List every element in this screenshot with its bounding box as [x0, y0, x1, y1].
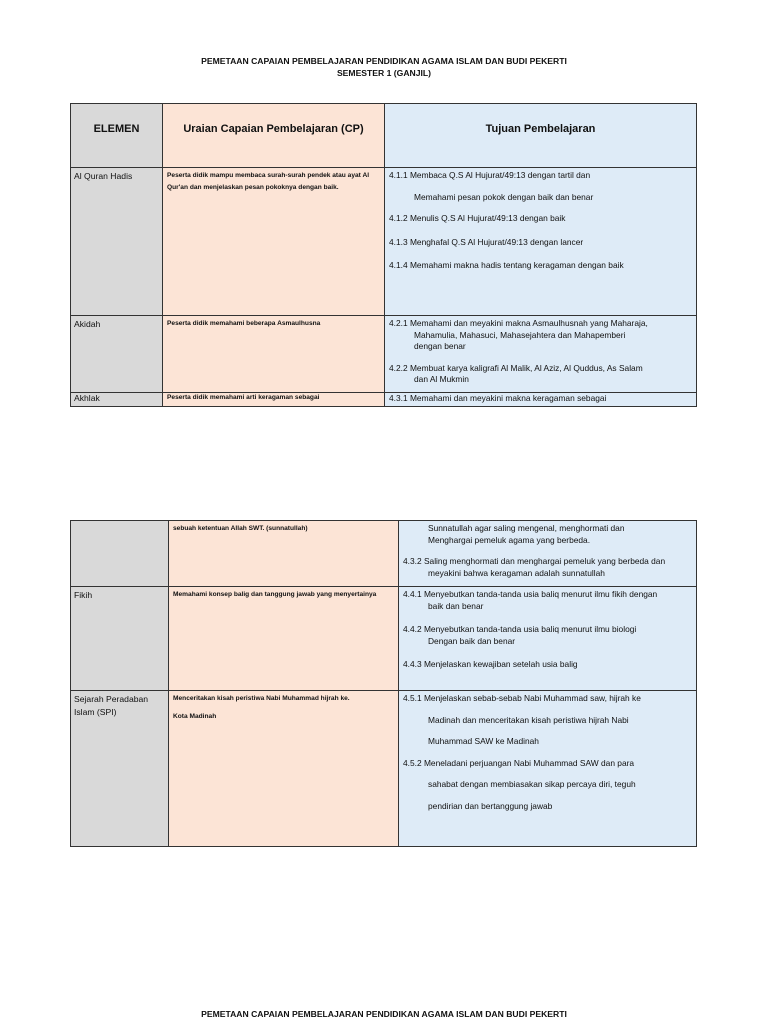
tp-item: dan Al Mukmin	[414, 374, 469, 384]
tp-item: 4.2.1 Memahami dan meyakini makna Asmaulhusnah yang Maharaja,	[389, 318, 648, 328]
cp-cell	[169, 691, 399, 847]
tp-item: pendirian dan bertanggung jawab	[428, 800, 553, 811]
cp-cell: Peserta didik memahami beberapa Asmaulhusna	[163, 316, 385, 393]
mapping-table-2	[70, 520, 697, 847]
tp-item: 4.1.1 Membaca Q.S Al Hujurat/49:13 dengan tartil dan	[389, 170, 591, 180]
tp-cell	[399, 521, 697, 587]
tp-item: 4.4.2 Menyebutkan tanda-tanda usia baliq menurut ilmu biologi	[403, 624, 637, 634]
elemen-cell: Fikih	[71, 587, 169, 691]
table-row-quran	[71, 168, 697, 316]
header-tp: Tujuan Pembelajaran	[385, 104, 697, 168]
next-page-title	[0, 1008, 768, 1020]
tp-item: Dengan baik dan benar	[428, 635, 516, 646]
tp-cell	[385, 393, 697, 407]
cp-line: Kota Madinah	[173, 713, 217, 720]
tp-item: 4.1.3 Menghafal Q.S Al Hujurat/49:13 dengan lancer	[389, 236, 584, 247]
cp-line: Menceritakan kisah peristiwa Nabi Muhammad hijrah ke.	[173, 695, 350, 702]
cp-cell: Peserta didik memahami arti keragaman sebagai	[163, 393, 385, 407]
tp-item: 4.2.2 Membuat karya kaligrafi Al Malik, Al Aziz, Al Quddus, As Salam	[389, 362, 643, 373]
table-row-akidah	[71, 316, 697, 393]
cp-cell: Memahami konsep balig dan tanggung jawab yang menyertainya	[169, 587, 399, 691]
header-cp: Uraian Capaian Pembelajaran (CP)	[163, 104, 385, 168]
tp-item: Memahami pesan pokok dengan baik dan benar	[414, 191, 594, 202]
tp-item: Muhammad SAW ke Madinah	[428, 736, 539, 746]
tp-item: 4.3.2 Saling menghormati dan menghargai pemeluk yang berbeda dan	[403, 556, 666, 566]
header-elemen: ELEMEN	[71, 104, 163, 168]
table-row-spi	[71, 691, 697, 847]
table-row-akhlak-continued	[71, 521, 697, 587]
tp-item: 4.4.1 Menyebutkan tanda-tanda usia baliq menurut ilmu fikih dengan	[403, 589, 658, 599]
tp-item: baik dan benar	[428, 600, 484, 611]
tp-item: Madinah dan menceritakan kisah peristiwa hijrah Nabi	[428, 714, 629, 725]
elemen-cell: Sejarah Peradaban Islam (SPI)	[71, 691, 169, 847]
tp-cell	[399, 691, 697, 847]
tp-item: meyakini bahwa keragaman adalah sunnatullah	[428, 567, 605, 578]
tp-item: dengan benar	[414, 341, 466, 351]
title-line-2: SEMESTER 1 (GANJIL)	[336, 68, 432, 78]
cp-cell: sebuah ketentuan Allah SWT. (sunnatullah)	[169, 521, 399, 587]
tp-item: Menghargai pemeluk agama yang berbeda.	[428, 534, 591, 545]
tp-cell	[399, 587, 697, 691]
page-title	[0, 55, 768, 79]
table-row-fikih	[71, 587, 697, 691]
tp-item: 4.1.2 Menulis Q.S Al Hujurat/49:13 dengan baik	[389, 213, 566, 223]
table-row-akhlak	[71, 393, 697, 407]
cp-cell: Peserta didik mampu membaca surah-surah pendek atau ayat Al Qur'an dan menjelaskan pesan pokoknya dengan baik.	[163, 168, 385, 316]
tp-item: Sunnatullah agar saling mengenal, menghormati dan	[428, 523, 625, 533]
mapping-table-1	[70, 103, 697, 407]
title-line-1: PEMETAAN CAPAIAN PEMBELAJARAN PENDIDIKAN AGAMA ISLAM DAN BUDI PEKERTI	[201, 56, 567, 66]
tp-item: 4.3.1 Memahami dan meyakini makna keragaman sebagai	[389, 393, 607, 403]
tp-item: 4.1.4 Memahami makna hadis tentang keragaman dengan baik	[389, 260, 624, 270]
tp-item: 4.5.2 Meneladani perjuangan Nabi Muhammad SAW dan para	[403, 757, 635, 768]
elemen-cell: Al Quran Hadis	[71, 168, 163, 316]
elemen-cell: Akidah	[71, 316, 163, 393]
tp-cell	[385, 168, 697, 316]
tp-item: 4.4.3 Menjelaskan kewajiban setelah usia balig	[403, 659, 578, 669]
next-page-title-line: PEMETAAN CAPAIAN PEMBELAJARAN PENDIDIKAN AGAMA ISLAM DAN BUDI PEKERTI	[201, 1009, 567, 1019]
header-row	[71, 104, 697, 168]
elemen-cell: Akhlak	[71, 393, 163, 407]
tp-item: Mahamulia, Mahasuci, Mahasejahtera dan Mahapemberi	[414, 329, 626, 340]
elemen-cell	[71, 521, 169, 587]
tp-cell	[385, 316, 697, 393]
tp-item: sahabat dengan membiasakan sikap percaya diri, teguh	[428, 779, 636, 789]
tp-item: 4.5.1 Menjelaskan sebab-sebab Nabi Muhammad saw, hijrah ke	[403, 693, 641, 703]
